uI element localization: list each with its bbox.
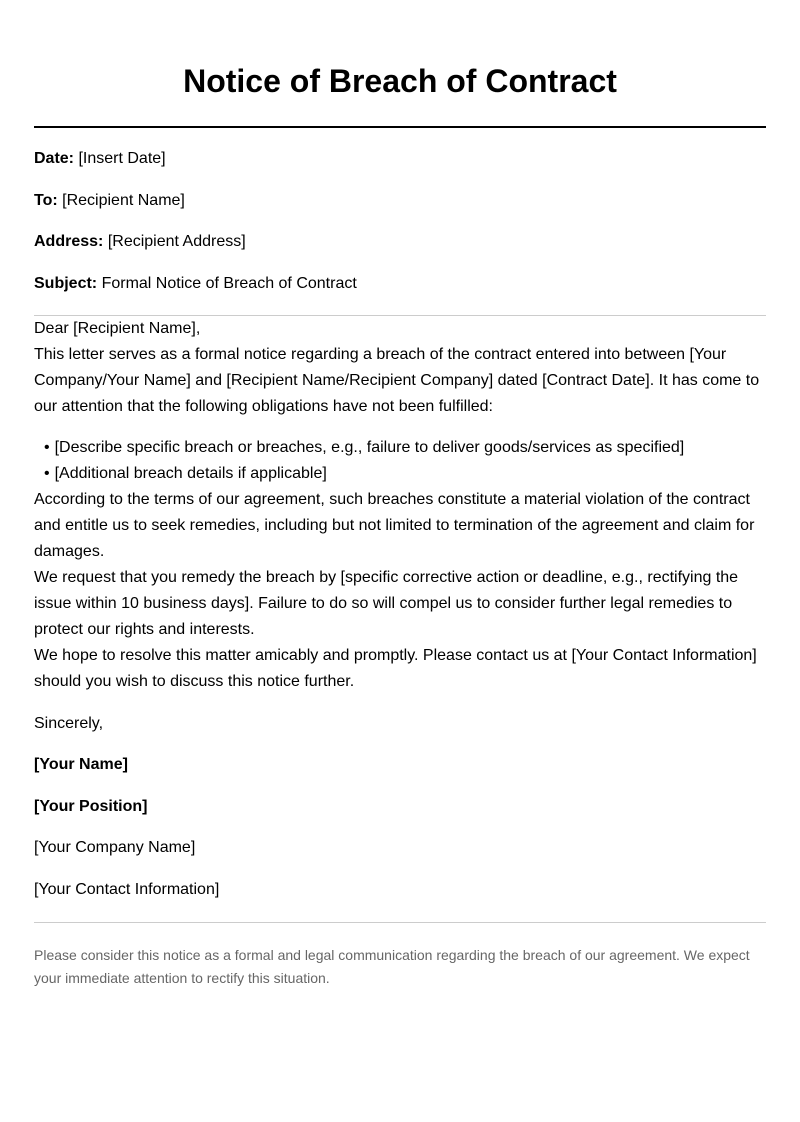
title-divider bbox=[34, 126, 766, 128]
subject-label: Subject: bbox=[34, 274, 98, 292]
request-paragraph: We request that you remedy the breach by [specific corrective action or deadline, e.g., rectifying the issue within 10 business days]. Failure to do so will compel us to consider further legal remedies to protect our rights and interests. bbox=[34, 569, 739, 638]
terms-paragraph: According to the terms of our agreement, such breaches constitute a material violation of the contract and entitle us to seek remedies, including but not limited to termination of the agreement and claim for damages. bbox=[34, 491, 755, 560]
signer-position: [Your Position] bbox=[34, 797, 148, 815]
bullet-icon: • bbox=[44, 465, 50, 482]
to-value: [Recipient Name] bbox=[62, 191, 185, 209]
footer-note: Please consider this notice as a formal and legal communication regarding the breach of our agreement. We expect your immediate attention to rectify this situation. bbox=[34, 946, 750, 986]
to-label: To: bbox=[34, 191, 58, 209]
address-value: [Recipient Address] bbox=[107, 233, 246, 250]
list-item bbox=[44, 435, 766, 461]
letter-page bbox=[34, 0, 766, 990]
sign-off: Sincerely, bbox=[34, 714, 104, 732]
closing-paragraph: We hope to resolve this matter amicably and promptly. Please contact us at [Your Contact Information] should you wish to discuss this notice further. bbox=[34, 647, 757, 690]
salutation: Dear [Recipient Name], bbox=[34, 320, 201, 337]
signer-name: [Your Name] bbox=[34, 756, 128, 773]
date-field bbox=[34, 149, 766, 169]
breach-item-text: [Describe specific breach or breaches, e.g., failure to deliver goods/services as specified] bbox=[54, 439, 685, 456]
list-item bbox=[44, 461, 766, 487]
signer-contact: [Your Contact Information] bbox=[34, 880, 220, 898]
date-value: [Insert Date] bbox=[78, 150, 166, 167]
letter-header-fields bbox=[34, 149, 766, 294]
subject-value: Formal Notice of Breach of Contract bbox=[101, 274, 357, 292]
date-label: Date: bbox=[34, 150, 75, 167]
signer-company: [Your Company Name] bbox=[34, 839, 196, 856]
document-title: Notice of Breach of Contract bbox=[183, 63, 617, 99]
breach-list bbox=[34, 435, 766, 487]
address-label: Address: bbox=[34, 233, 104, 250]
footer-divider bbox=[34, 922, 766, 923]
subject-field bbox=[34, 274, 766, 294]
address-field bbox=[34, 232, 766, 252]
breach-item-text: [Additional breach details if applicable] bbox=[54, 465, 327, 482]
to-field bbox=[34, 191, 766, 211]
intro-paragraph: This letter serves as a formal notice regarding a breach of the contract entered into between [Your Company/Your Name] and [Recipient Name/Recipient Company] dated [Contract Date]. It has come to our attention that the following obligations have not been fulfilled: bbox=[34, 346, 760, 415]
bullet-icon: • bbox=[44, 439, 50, 456]
